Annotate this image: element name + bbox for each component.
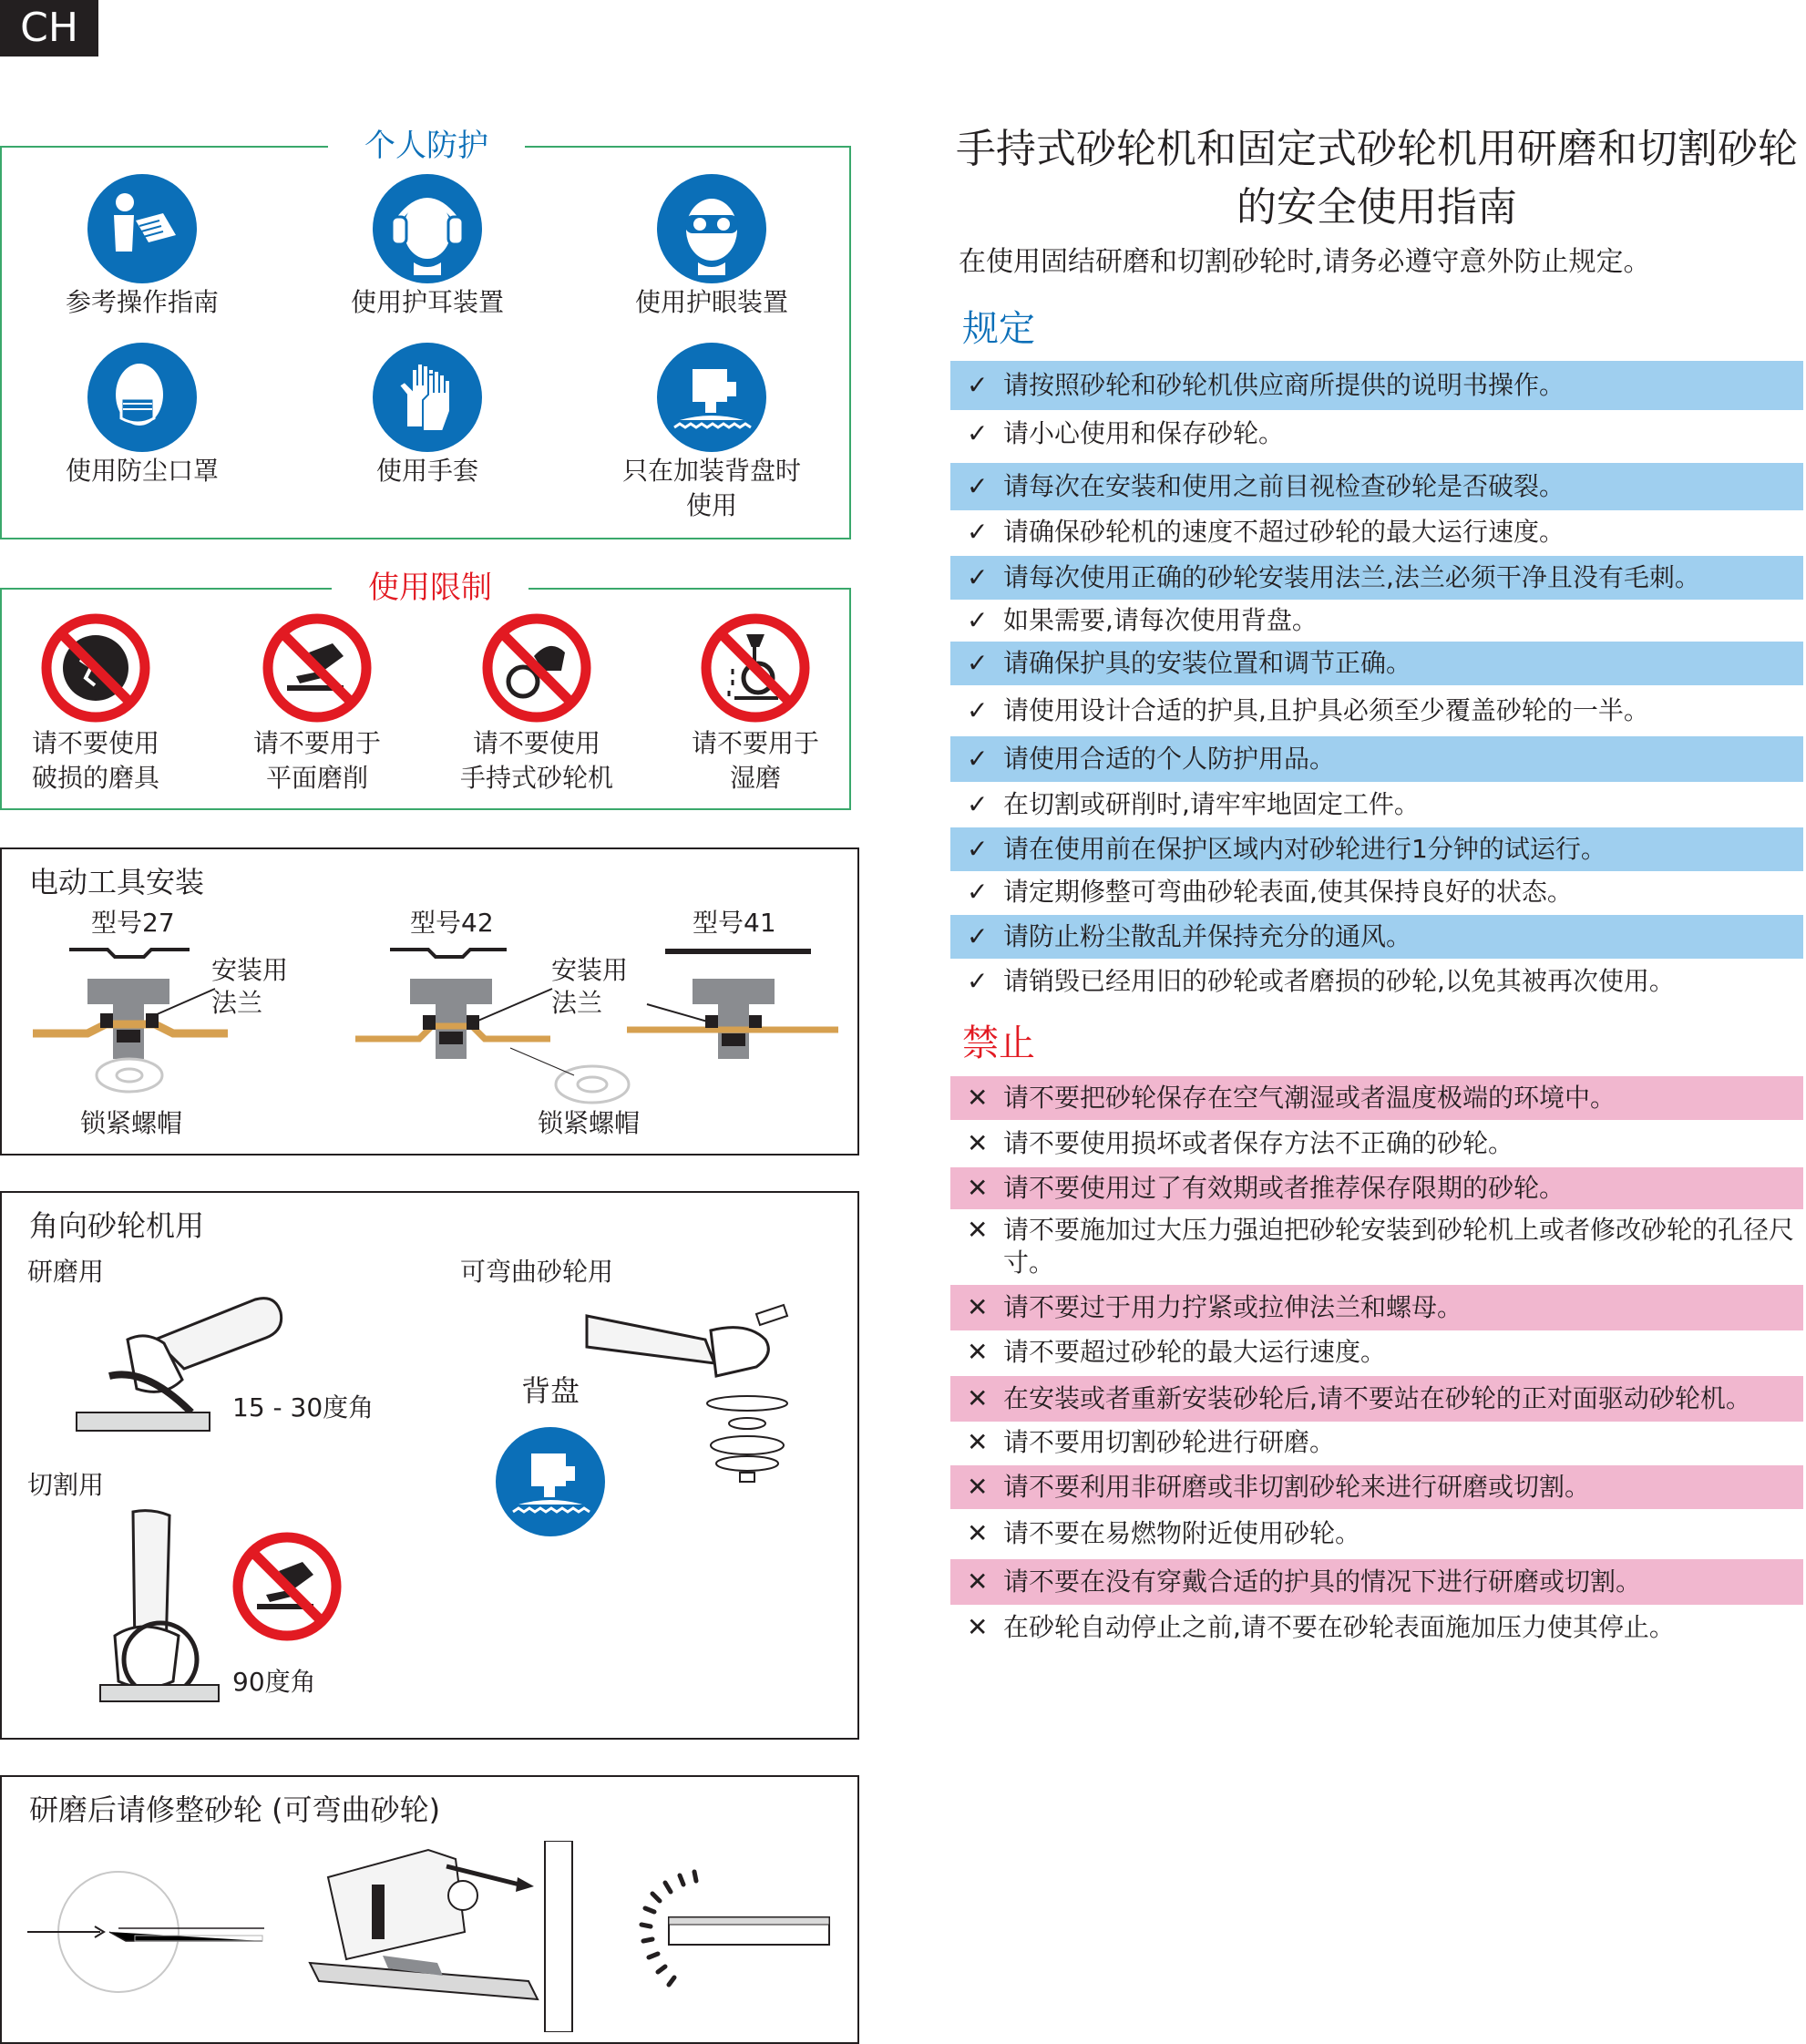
rule-item xyxy=(950,361,1803,410)
cross-mark-icon: ✕ xyxy=(967,1566,989,1597)
dressing-title: 研磨后请修整砂轮 (可弯曲砂轮) xyxy=(29,1792,441,1827)
rule-item xyxy=(950,736,1803,782)
manual-icon xyxy=(87,173,198,284)
rule-text: 如果需要,请每次使用背盘。 xyxy=(1003,605,1318,635)
cross-mark-icon: ✕ xyxy=(967,1337,989,1367)
rules-heading: 规定 xyxy=(962,308,1035,350)
prohibition-text: 请不要用切割砂轮进行研磨。 xyxy=(1003,1427,1336,1457)
prohibition-item xyxy=(950,1122,1803,1166)
dressing-diagram xyxy=(18,1841,838,2032)
backing-pad-icon xyxy=(656,342,767,453)
cross-mark-icon: ✕ xyxy=(967,1518,989,1548)
ppe-label-mask: 使用防尘口罩 xyxy=(65,456,219,486)
rule-item xyxy=(950,871,1803,913)
prohibitions-heading: 禁止 xyxy=(962,1022,1035,1064)
cross-mark-icon: ✕ xyxy=(967,1292,989,1322)
angle-grinder-title: 角向砂轮机用 xyxy=(29,1208,205,1243)
check-mark-icon: ✓ xyxy=(967,562,989,592)
prohibition-text: 请不要利用非研磨或非切割砂轮来进行研磨或切割。 xyxy=(1003,1472,1591,1502)
rule-item xyxy=(950,959,1803,1004)
rule-item xyxy=(950,642,1803,685)
no-face-grinding-icon xyxy=(262,612,373,724)
prohibition-item xyxy=(950,1076,1803,1120)
restrictions-title: 使用限制 xyxy=(332,568,528,608)
no-wet-grinding-icon xyxy=(700,612,811,724)
grinding-label: 研磨用 xyxy=(27,1257,105,1287)
cross-mark-icon: ✕ xyxy=(967,1173,989,1203)
prohibition-text: 请不要超过砂轮的最大运行速度。 xyxy=(1003,1337,1387,1367)
cross-mark-icon: ✕ xyxy=(967,1612,989,1642)
flexible-wheel-label: 可弯曲砂轮用 xyxy=(460,1257,614,1287)
backing-pad-icon-2 xyxy=(495,1426,606,1537)
check-mark-icon: ✓ xyxy=(967,648,989,678)
prohibition-text: 请不要在没有穿戴合适的护具的情况下进行研磨或切割。 xyxy=(1003,1566,1642,1597)
prohibition-item xyxy=(950,1513,1803,1555)
rule-text: 请使用合适的个人防护用品。 xyxy=(1003,744,1336,774)
rule-text: 请小心使用和保存砂轮。 xyxy=(1003,418,1285,448)
type27-label: 型号27 xyxy=(91,908,175,938)
prohibition-item xyxy=(950,1422,1803,1464)
cutting-illustration xyxy=(97,1508,224,1709)
ppe-label-gloves: 使用手套 xyxy=(375,456,478,486)
rule-text: 请使用设计合适的护具,且护具必须至少覆盖砂轮的一半。 xyxy=(1003,695,1649,725)
rule-text: 请在使用前在保护区域内对砂轮进行1分钟的试运行。 xyxy=(1003,834,1606,864)
check-mark-icon: ✓ xyxy=(967,370,989,400)
cut-angle-label: 90度角 xyxy=(232,1667,316,1697)
no-handheld-grinder-icon xyxy=(481,612,592,724)
prohibition-item xyxy=(950,1167,1803,1209)
check-mark-icon: ✓ xyxy=(967,695,989,725)
rule-text: 请防止粉尘散乱并保持充分的通风。 xyxy=(1003,921,1412,951)
check-mark-icon: ✓ xyxy=(967,834,989,864)
backing-pad-label: 背盘 xyxy=(521,1373,580,1408)
restriction-label-damaged: 请不要使用 破损的磨具 xyxy=(31,728,159,793)
ppe-label-backing: 只在加装背盘时 使用 xyxy=(621,456,801,520)
check-mark-icon: ✓ xyxy=(967,877,989,907)
prohibition-item xyxy=(950,1376,1803,1422)
restriction-label-face: 请不要用于 平面磨削 xyxy=(252,728,381,793)
rule-text: 请按照砂轮和砂轮机供应商所提供的说明书操作。 xyxy=(1003,370,1565,400)
mounting-title: 电动工具安装 xyxy=(29,865,205,899)
rule-item xyxy=(950,827,1803,871)
prohibition-text: 请不要把砂轮保存在空气潮湿或者温度极端的环境中。 xyxy=(1003,1083,1616,1113)
prohibition-text: 请不要过于用力拧紧或拉伸法兰和螺母。 xyxy=(1003,1292,1463,1322)
rule-item xyxy=(950,412,1803,456)
guide-intro: 在使用固结研磨和切割砂轮时,请务必遵守意外防止规定。 xyxy=(959,246,1651,278)
rule-text: 请每次使用正确的砂轮安装用法兰,法兰必须干净且没有毛刺。 xyxy=(1003,562,1700,592)
guide-title-line2: 的安全使用指南 xyxy=(1236,184,1517,231)
type42-label: 型号42 xyxy=(410,908,494,938)
rule-text: 请确保护具的安装位置和调节正确。 xyxy=(1003,648,1412,678)
check-mark-icon: ✓ xyxy=(967,418,989,448)
check-mark-icon: ✓ xyxy=(967,789,989,819)
prohibition-text: 请不要使用损坏或者保存方法不正确的砂轮。 xyxy=(1003,1128,1514,1158)
cross-mark-icon: ✕ xyxy=(967,1427,989,1457)
flange-label-2: 安装用 法兰 xyxy=(551,955,629,1018)
locknut-label-2: 锁紧螺帽 xyxy=(538,1108,641,1138)
flange-label-1: 安装用 法兰 xyxy=(211,955,289,1018)
prohibition-item xyxy=(950,1285,1803,1330)
cross-mark-icon: ✕ xyxy=(967,1383,989,1413)
cross-mark-icon: ✕ xyxy=(967,1215,989,1245)
check-mark-icon: ✓ xyxy=(967,605,989,635)
prohibition-text: 在安装或者重新安装砂轮后,请不要站在砂轮的正对面驱动砂轮机。 xyxy=(1003,1383,1751,1413)
prohibition-item xyxy=(950,1465,1803,1509)
prohibition-text: 在砂轮自动停止之前,请不要在砂轮表面施加压力使其停止。 xyxy=(1003,1612,1675,1642)
check-mark-icon: ✓ xyxy=(967,744,989,774)
cross-mark-icon: ✕ xyxy=(967,1083,989,1113)
ppe-label-ear: 使用护耳装置 xyxy=(350,287,504,317)
rule-text: 请每次在安装和使用之前目视检查砂轮是否破裂。 xyxy=(1003,471,1565,501)
check-mark-icon: ✓ xyxy=(967,921,989,951)
cross-mark-icon: ✕ xyxy=(967,1472,989,1502)
type41-label: 型号41 xyxy=(693,908,776,938)
guide-title xyxy=(948,120,1806,237)
rule-item xyxy=(950,689,1803,733)
no-damaged-wheel-icon xyxy=(40,612,151,724)
no-face-grinding-icon-2 xyxy=(231,1531,343,1642)
rule-text: 在切割或研削时,请牢牢地固定工件。 xyxy=(1003,789,1420,819)
rule-text: 请定期修整可弯曲砂轮表面,使其保持良好的状态。 xyxy=(1003,877,1573,907)
prohibition-text: 请不要使用过了有效期或者推荐保存限期的砂轮。 xyxy=(1003,1173,1565,1203)
mounting-diagram xyxy=(18,939,838,1121)
guide-title-line1: 手持式砂轮机和固定式砂轮机用研磨和切割砂轮 xyxy=(956,126,1798,172)
rule-item xyxy=(950,556,1803,600)
rule-text: 请销毁已经用旧的砂轮或者磨损的砂轮,以免其被再次使用。 xyxy=(1003,966,1675,996)
prohibition-item xyxy=(950,1606,1803,1649)
ppe-title: 个人防护 xyxy=(328,126,525,166)
ear-protection-icon xyxy=(372,173,483,284)
eye-protection-icon xyxy=(656,173,767,284)
prohibition-item xyxy=(950,1214,1803,1287)
prohibition-item xyxy=(950,1559,1803,1605)
locknut-label-1: 锁紧螺帽 xyxy=(80,1108,183,1138)
rule-item xyxy=(950,600,1803,642)
rule-item xyxy=(950,915,1803,959)
flexible-grinder-illustration xyxy=(583,1294,802,1485)
cutting-label: 切割用 xyxy=(27,1470,105,1500)
rule-item xyxy=(950,463,1803,510)
prohibition-text: 请不要施加过大压力强迫把砂轮安装到砂轮机上或者修改砂轮的孔径尺寸。 xyxy=(1003,1215,1795,1278)
cross-mark-icon: ✕ xyxy=(967,1128,989,1158)
dust-mask-icon xyxy=(87,342,198,453)
prohibition-text: 请不要在易燃物附近使用砂轮。 xyxy=(1003,1518,1361,1548)
language-tag: CH xyxy=(0,0,98,56)
grind-angle-label: 15 - 30度角 xyxy=(232,1392,375,1423)
gloves-icon xyxy=(372,342,483,453)
rule-item xyxy=(950,784,1803,826)
grinding-illustration xyxy=(73,1285,310,1440)
restriction-label-wet: 请不要用于 湿磨 xyxy=(691,728,819,793)
rule-item xyxy=(950,510,1803,554)
check-mark-icon: ✓ xyxy=(967,471,989,501)
prohibition-item xyxy=(950,1330,1803,1374)
check-mark-icon: ✓ xyxy=(967,966,989,996)
rule-text: 请确保砂轮机的速度不超过砂轮的最大运行速度。 xyxy=(1003,517,1565,547)
ppe-label-eye: 使用护眼装置 xyxy=(634,287,788,317)
restriction-label-handheld: 请不要使用 手持式砂轮机 xyxy=(459,728,613,793)
ppe-label-manual: 参考操作指南 xyxy=(65,287,219,317)
check-mark-icon: ✓ xyxy=(967,517,989,547)
